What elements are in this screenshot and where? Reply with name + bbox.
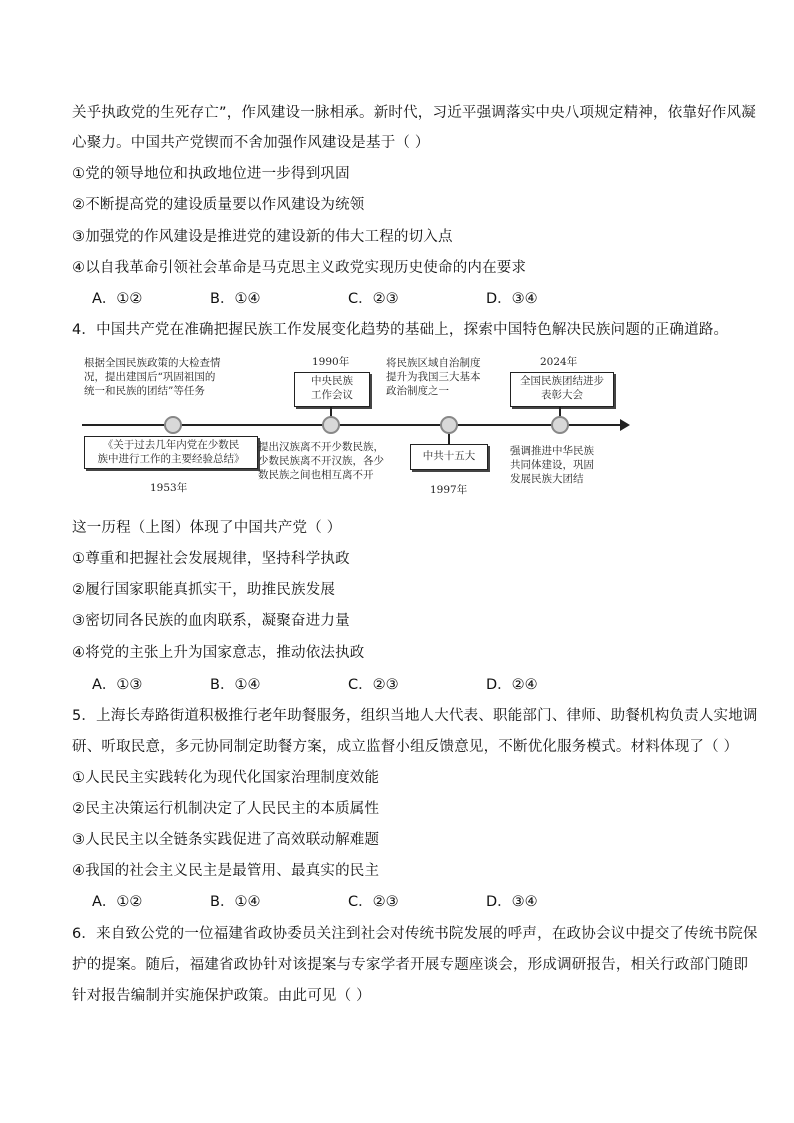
event-1997-note: 将民族区域自治制度 提升为我国三大基本 政治制度之一 — [386, 357, 481, 397]
q6-stem-line3: 针对报告编制并实施保护政策。由此可见（ ） — [72, 988, 371, 1004]
q3-option-b[interactable]: B．①④ — [210, 291, 261, 307]
q3-statement-2: ②不断提高党的建设质量要以作风建设为统领 — [72, 197, 365, 213]
q6-stem-line1: 6．来自致公党的一位福建省政协委员关注到社会对传统书院发展的呼声，在政协会议中提交了传统书院保 — [72, 926, 758, 942]
q4-ask: 这一历程（上图）体现了中国共产党（ ） — [72, 520, 342, 536]
q3-stem-line2: 心聚力。中国共产党锲而不舍加强作风建设是基于（ ） — [72, 135, 430, 151]
q4-stem: 4．中国共产党在准确把握民族工作发展变化趋势的基础上，探索中国特色解决民族问题的正确道路。 — [72, 322, 729, 338]
q3-option-d[interactable]: D．③④ — [486, 291, 538, 307]
q5-statement-4: ④我国的社会主义民主是最管用、最真实的民主 — [72, 863, 380, 879]
q5-option-c[interactable]: C．②③ — [348, 894, 399, 910]
event-1953-note: 根据全国民族政策的大检查情 况，提出建国后“巩固祖国的 统一和民族的团结”等任务 — [84, 357, 221, 397]
year-1990: 1990年 — [312, 356, 350, 368]
timeline-node-1953 — [164, 416, 182, 434]
q4-statement-3: ③密切同各民族的血肉联系，凝聚奋进力量 — [72, 613, 350, 629]
q3-option-a[interactable]: A．①② — [92, 291, 143, 307]
year-2024: 2024年 — [540, 356, 578, 368]
q5-option-b[interactable]: B．①④ — [210, 894, 261, 910]
q5-stem-line1: 5．上海长寿路街道积极推行老年助餐服务，组织当地人大代表、职能部门、律师、助餐机构负责人实地调 — [72, 708, 758, 724]
q3-statement-4: ④以自我革命引领社会革命是马克思主义政党实现历史使命的内在要求 — [72, 260, 527, 276]
year-1997: 1997年 — [430, 484, 468, 496]
q4-statement-2: ②履行国家职能真抓实干，助推民族发展 — [72, 582, 336, 598]
q4-option-b[interactable]: B．①④ — [210, 677, 261, 693]
q6-stem-line2: 护的提案。随后，福建省政协针对该提案与专家学者开展专题座谈会，形成调研报告，相关行政部门随即 — [72, 957, 749, 973]
q3-option-c[interactable]: C．②③ — [348, 291, 399, 307]
connector-1997 — [448, 434, 450, 444]
event-1990-note: 提出汉族离不开少数民族， 少数民族离不开汉族，各少 数民族之间也相互离不开 — [258, 441, 384, 481]
timeline-node-2024 — [551, 416, 569, 434]
timeline-arrow — [620, 419, 630, 431]
event-2024-note: 强调推进中华民族 共同体建设，巩固 发展民族大团结 — [510, 445, 594, 485]
q5-statement-3: ③人民民主以全链条实践促进了高效联动解难题 — [72, 832, 380, 848]
q4-option-d[interactable]: D．②④ — [486, 677, 538, 693]
year-1953: 1953年 — [150, 482, 188, 494]
q3-statement-3: ③加强党的作风建设是推进党的建设新的伟大工程的切入点 — [72, 229, 453, 245]
event-1953-box: 《关于过去几年内党在少数民 族中进行工作的主要经验总结》 — [84, 436, 258, 469]
q5-statement-2: ②民主决策运行机制决定了人民民主的本质属性 — [72, 801, 380, 817]
q5-stem-line2: 研、听取民意，多元协同制定助餐方案，成立监督小组反馈意见，不断优化服务模式。材料体现了（ ） — [72, 739, 739, 755]
q5-option-d[interactable]: D．③④ — [486, 894, 538, 910]
q4-statement-4: ④将党的主张上升为国家意志，推动依法执政 — [72, 645, 365, 661]
q4-timeline-diagram — [72, 352, 632, 502]
timeline-node-1990 — [322, 416, 340, 434]
q5-statement-1: ①人民民主实践转化为现代化国家治理制度效能 — [72, 770, 380, 786]
q3-statement-1: ①党的领导地位和执政地位进一步得到巩固 — [72, 166, 350, 182]
q4-statement-1: ①尊重和把握社会发展规律，坚持科学执政 — [72, 551, 350, 567]
timeline-node-1997 — [440, 416, 458, 434]
q3-stem-line1: 关乎执政党的生死存亡”，作风建设一脉相承。新时代，习近平强调落实中央八项规定精神，依靠好作风凝 — [72, 105, 756, 121]
q4-option-a[interactable]: A．①③ — [92, 677, 143, 693]
event-2024-box: 全国民族团结进步 表彰大会 — [510, 372, 614, 407]
q5-option-a[interactable]: A．①② — [92, 894, 143, 910]
event-1990-box: 中央民族 工作会议 — [294, 372, 370, 407]
event-1997-box: 中共十五大 — [410, 444, 488, 470]
q4-option-c[interactable]: C．②③ — [348, 677, 399, 693]
